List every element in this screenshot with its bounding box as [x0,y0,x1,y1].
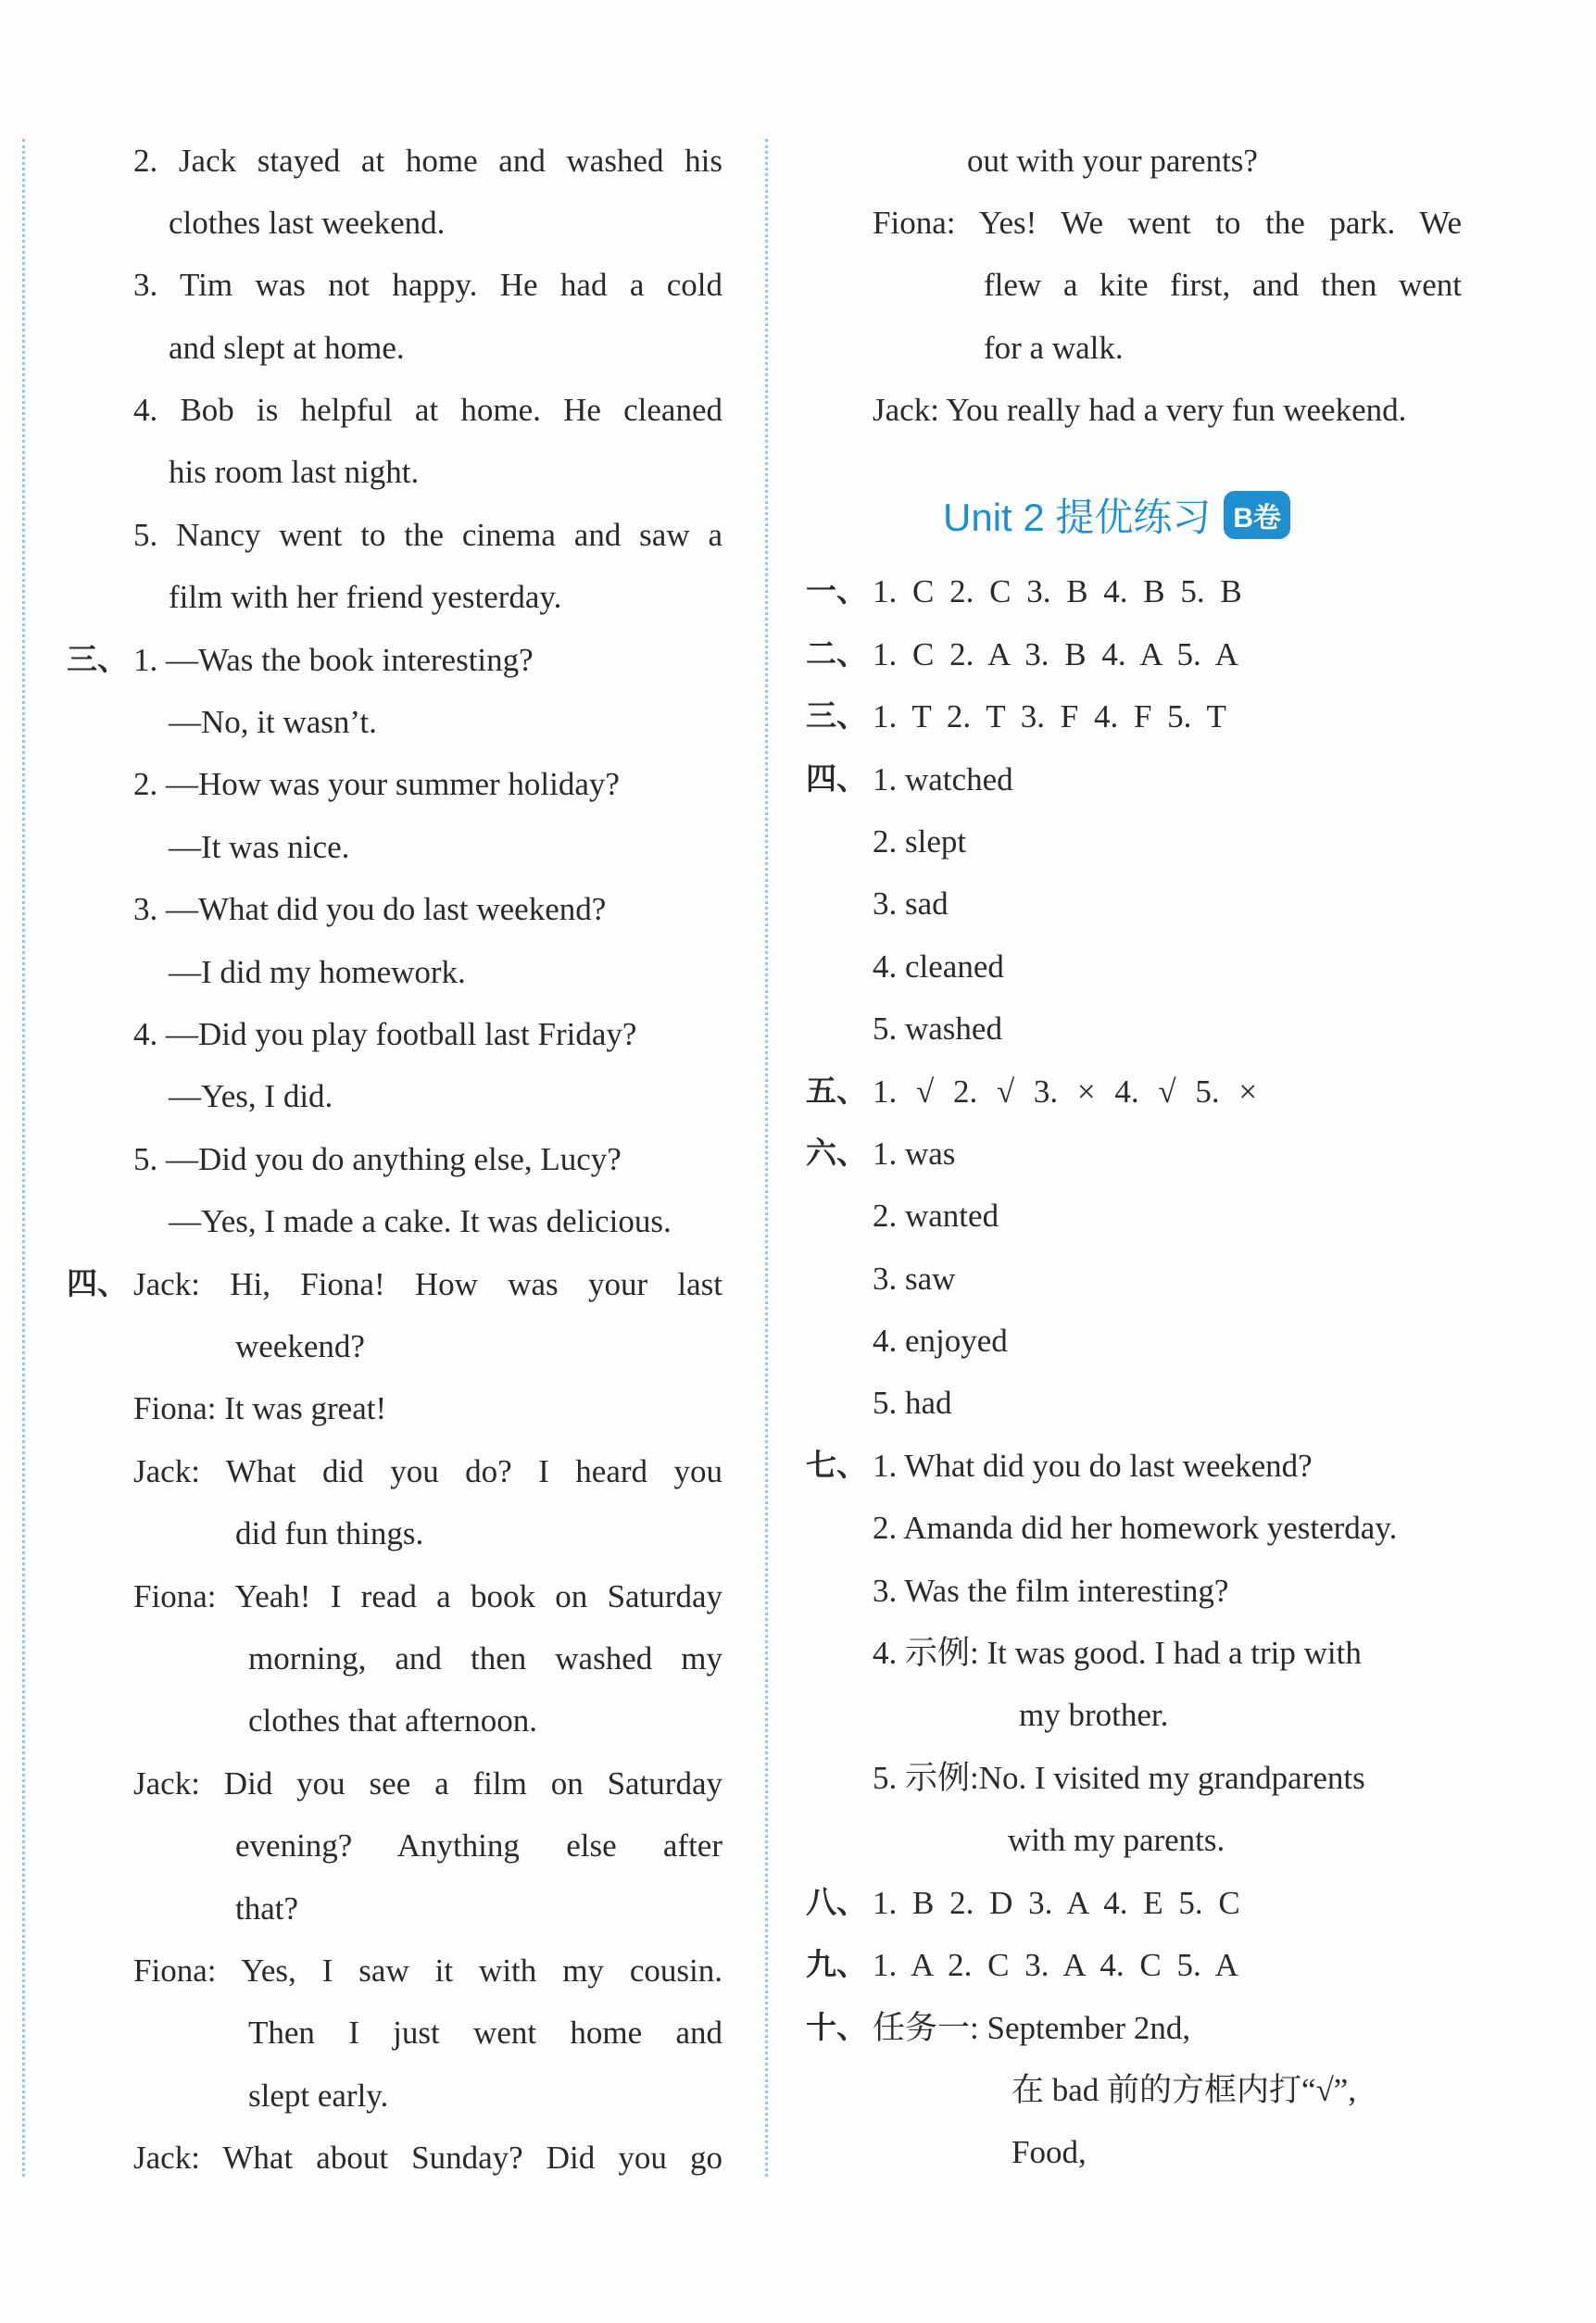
dialogue-line: evening? Anything else after [235,1827,723,1864]
answer-line: my brother. [1019,1697,1169,1733]
answer-line: 4. 示例: It was good. I had a trip with [873,1635,1362,1671]
dialogue-line: Fiona: It was great! [133,1390,387,1426]
dialogue-line: did fun things. [235,1515,424,1551]
answer-line: 3. Was the film interesting? [873,1573,1229,1609]
answer-line: 1. B 2. D 3. A 4. E 5. C [873,1885,1240,1921]
dialogue-line: Then I just went home and [248,2015,723,2051]
dialogue-line: Jack: What about Sunday? Did you go [133,2140,723,2176]
dialogue-line: flew a kite first, and then went [984,267,1462,303]
answer-line: 1. watched [873,761,1013,797]
answer-line: 5. had [873,1385,952,1421]
section-marker: 五、 [806,1073,867,1109]
answer-line: 任务一: September 2nd, [873,2010,1191,2046]
answer-line: 4. Bob is helpful at home. He cleaned [133,392,723,428]
answer-line: film with her friend yesterday. [169,579,562,615]
section-marker: 三、 [806,697,867,734]
section-marker: 四、 [67,1265,128,1301]
answer-line: 1. What did you do last weekend? [873,1448,1313,1484]
section-marker: 七、 [806,1447,867,1483]
dialogue-line: weekend? [235,1328,365,1364]
section-marker: 十、 [806,2009,867,2045]
dialogue-line: morning, and then washed my [248,1640,723,1676]
section-marker: 九、 [806,1946,867,1982]
answer-line: 3. saw [873,1261,956,1297]
answer-line: 4. enjoyed [873,1323,1008,1359]
answer-line: 2. Amanda did her homework yesterday. [873,1510,1398,1546]
answer-line: 5. Nancy went to the cinema and saw a [133,517,723,553]
answer-line: 2. wanted [873,1198,999,1234]
answer-line: 1. C 2. C 3. B 4. B 5. B [873,573,1242,609]
dialogue-line: that? [235,1890,299,1927]
answer-line: 5. washed [873,1011,1002,1047]
dialogue-line: slept early. [248,2078,389,2114]
answer-line: 1. T 2. T 3. F 4. F 5. T [873,698,1226,735]
dialogue-line: Fiona: Yes! We went to the park. We [873,205,1462,241]
section-marker: 四、 [806,760,867,797]
answer-line: 1. A 2. C 3. A 4. C 5. A [873,1947,1238,1983]
dialogue-line: for a walk. [984,330,1124,366]
answer-line: 在 bad 前的方框内打“√”, [1012,2072,1357,2108]
answer-line: his room last night. [169,454,420,490]
answer-line: 2. Jack stayed at home and washed his [133,143,723,179]
dialogue-line: Jack: Did you see a film on Saturday [133,1765,723,1802]
answer-line: and slept at home. [169,330,405,366]
difficulty-badge: B卷 [1224,491,1290,539]
section-marker: 六、 [806,1135,867,1171]
answer-line: 1. C 2. A 3. B 4. A 5. A [873,636,1238,672]
dialogue-line: clothes that afternoon. [248,1702,537,1739]
answer-line: with my parents. [1008,1822,1225,1858]
answer-line: 1. √ 2. √ 3. × 4. √ 5. × [873,1074,1258,1110]
answer-line: Food, [1012,2134,1087,2170]
answer-line: 1. —Was the book interesting? [133,642,534,678]
answer-line: —Yes, I made a cake. It was delicious. [169,1203,672,1239]
dialogue-line: Jack: What did you do? I heard you [133,1453,723,1489]
dialogue-line: Fiona: Yes, I saw it with my cousin. [133,1953,723,1989]
section-marker: 三、 [67,641,128,677]
answer-line: 3. —What did you do last weekend? [133,891,607,927]
dialogue-line: Fiona: Yeah! I read a book on Saturday [133,1578,723,1614]
section-title: Unit 2 提优练习 [943,496,1212,539]
section-marker: 八、 [806,1884,867,1920]
answer-line: 4. cleaned [873,948,1004,985]
answer-line: —It was nice. [169,829,350,865]
dialogue-line: Jack: Hi, Fiona! How was your last [133,1266,723,1302]
section-header [943,487,1290,543]
answer-line: 3. sad [873,885,949,922]
dialogue-line: out with your parents? [967,143,1258,179]
dialogue-line: Jack: You really had a very fun weekend. [873,392,1407,428]
answer-line: 5. —Did you do anything else, Lucy? [133,1141,622,1177]
column-divider [765,139,768,2177]
section-marker: 一、 [806,572,867,609]
answer-line: 4. —Did you play football last Friday? [133,1016,637,1052]
section-marker: 二、 [806,635,867,672]
answer-line: clothes last weekend. [169,205,446,241]
answer-line: —No, it wasn’t. [169,704,377,740]
answer-line: —I did my homework. [169,954,466,990]
answer-line: 2. slept [873,823,967,860]
answer-line: 1. was [873,1136,956,1172]
answer-line: —Yes, I did. [169,1078,333,1114]
answer-line: 3. Tim was not happy. He had a cold [133,267,723,303]
left-margin-divider [22,139,25,2177]
answer-line: 5. 示例:No. I visited my grandparents [873,1760,1365,1796]
answer-line: 2. —How was your summer holiday? [133,766,620,802]
